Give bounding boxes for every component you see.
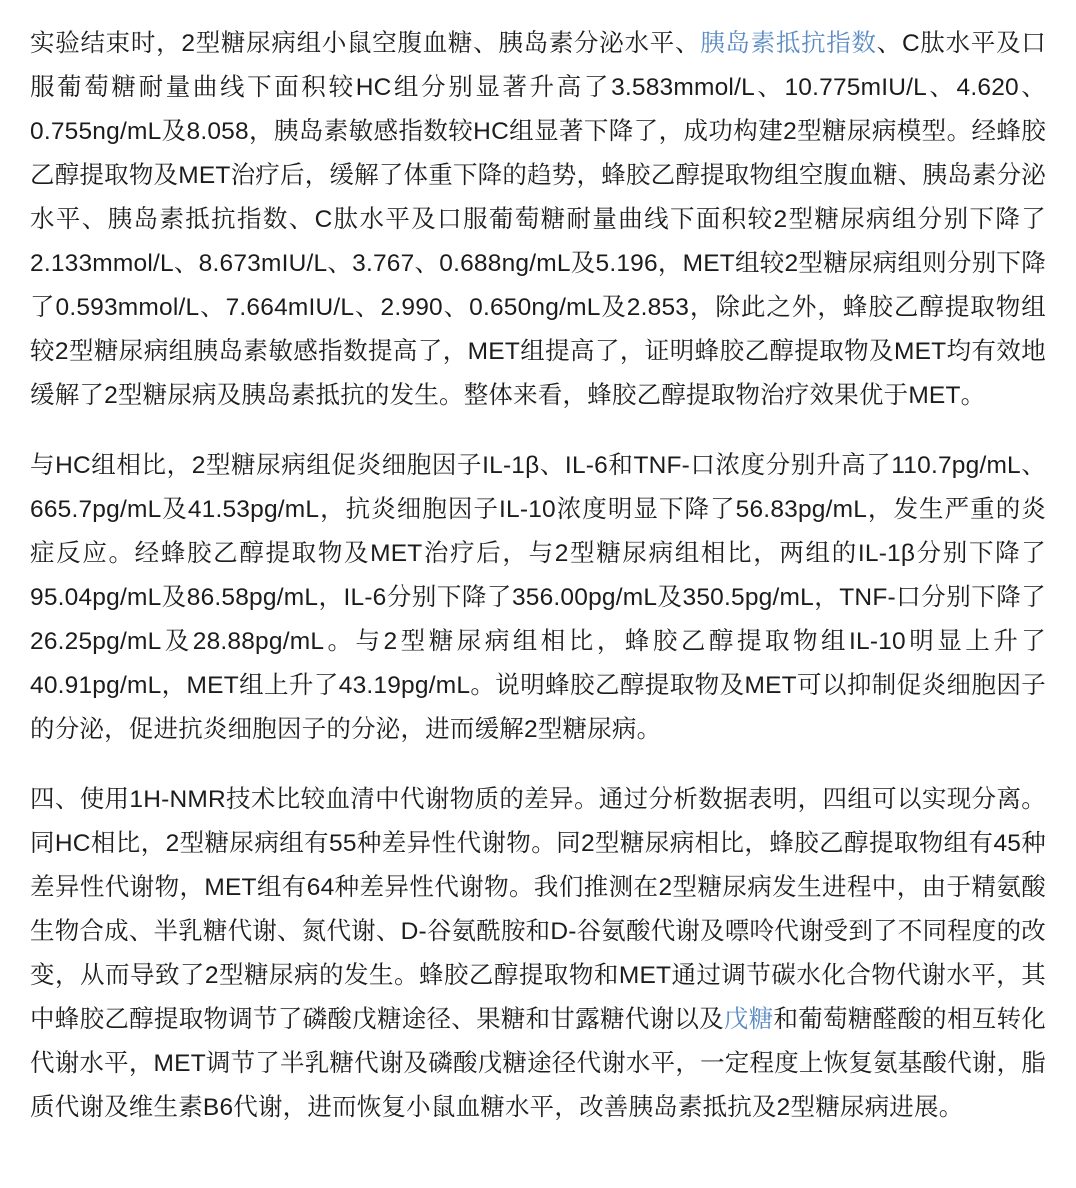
paragraph-1: [30, 22, 1046, 418]
document-body: [30, 22, 1046, 1130]
text-run: 和葡萄糖醛酸的相互转化代谢水平，MET调节了半乳糖代谢及磷酸戊糖途径代谢水平，一定程度上恢复氨基酸代谢，脂质代谢及维生素B6代谢，进而恢复小鼠血糖水平，改善胰岛素抵抗及2型糖尿病进展。: [30, 1006, 1047, 1121]
paragraph-2: [30, 444, 1046, 752]
inline-link[interactable]: 戊糖: [723, 1006, 774, 1033]
paragraph-3: [30, 778, 1046, 1130]
text-run: 四、使用1H-NMR技术比较血清中代谢物质的差异。通过分析数据表明，四组可以实现分离。同HC相比，2型糖尿病组有55种差异性代谢物。同2型糖尿病相比，蜂胶乙醇提取物组有45种差异性代谢物，MET组有64种差异性代谢物。我们推测在2型糖尿病发生进程中，由于精氨酸生物合成、半乳糖代谢、氮代谢、D-谷氨酰胺和D-谷氨酸代谢及嘌呤代谢受到了不同程度的改变，从而导致了2型糖尿病的发生。蜂胶乙醇提取物和MET通过调节碳水化合物代谢水平，其中蜂胶乙醇提取物调节了磷酸戊糖途径、果糖和甘露糖代谢以及: [30, 786, 1046, 1033]
text-run: 与HC组相比，2型糖尿病组促炎细胞因子IL-1β、IL-6和TNF-口浓度分别升高了110.7pg/mL、665.7pg/mL及41.53pg/mL，抗炎细胞因子IL-10浓度明显下降了56.83pg/mL，发生严重的炎症反应。经蜂胶乙醇提取物及MET治疗后，与2型糖尿病组相比，两组的IL-1β分别下降了95.04pg/mL及86.58pg/mL，IL-6分别下降了356.00pg/mL及350.5pg/mL，TNF-口分别下降了26.25pg/mL及28.88pg/mL。与2型糖尿病组相比，蜂胶乙醇提取物组IL-10明显上升了40.91pg/mL，MET组上升了43.19pg/mL。说明蜂胶乙醇提取物及MET可以抑制促炎细胞因子的分泌，促进抗炎细胞因子的分泌，进而缓解2型糖尿病。: [30, 452, 1046, 743]
text-run: 实验结束时，2型糖尿病组小鼠空腹血糖、胰岛素分泌水平、: [30, 30, 701, 57]
inline-link[interactable]: 胰岛素抵抗指数: [700, 30, 877, 57]
text-run: 、C肽水平及口服葡萄糖耐量曲线下面积较HC组分别显著升高了3.583mmol/L、10.775mIU/L、4.620、0.755ng/mL及8.058，胰岛素敏感指数较HC组显著下降了，成功构建2型糖尿病模型。经蜂胶乙醇提取物及MET治疗后，缓解了体重下降的趋势，蜂胶乙醇提取物组空腹血糖、胰岛素分泌水平、胰岛素抵抗指数、C肽水平及口服葡萄糖耐量曲线下面积较2型糖尿病组分别下降了2.133mmol/L、8.673mIU/L、3.767、0.688ng/mL及5.196，MET组较2型糖尿病组则分别下降了0.593mmol/L、7.664mIU/L、2.990、0.650ng/mL及2.853，除此之外，蜂胶乙醇提取物组较2型糖尿病组胰岛素敏感指数提高了，MET组提高了，证明蜂胶乙醇提取物及MET均有效地缓解了2型糖尿病及胰岛素抵抗的发生。整体来看，蜂胶乙醇提取物治疗效果优于MET。: [30, 30, 1047, 409]
